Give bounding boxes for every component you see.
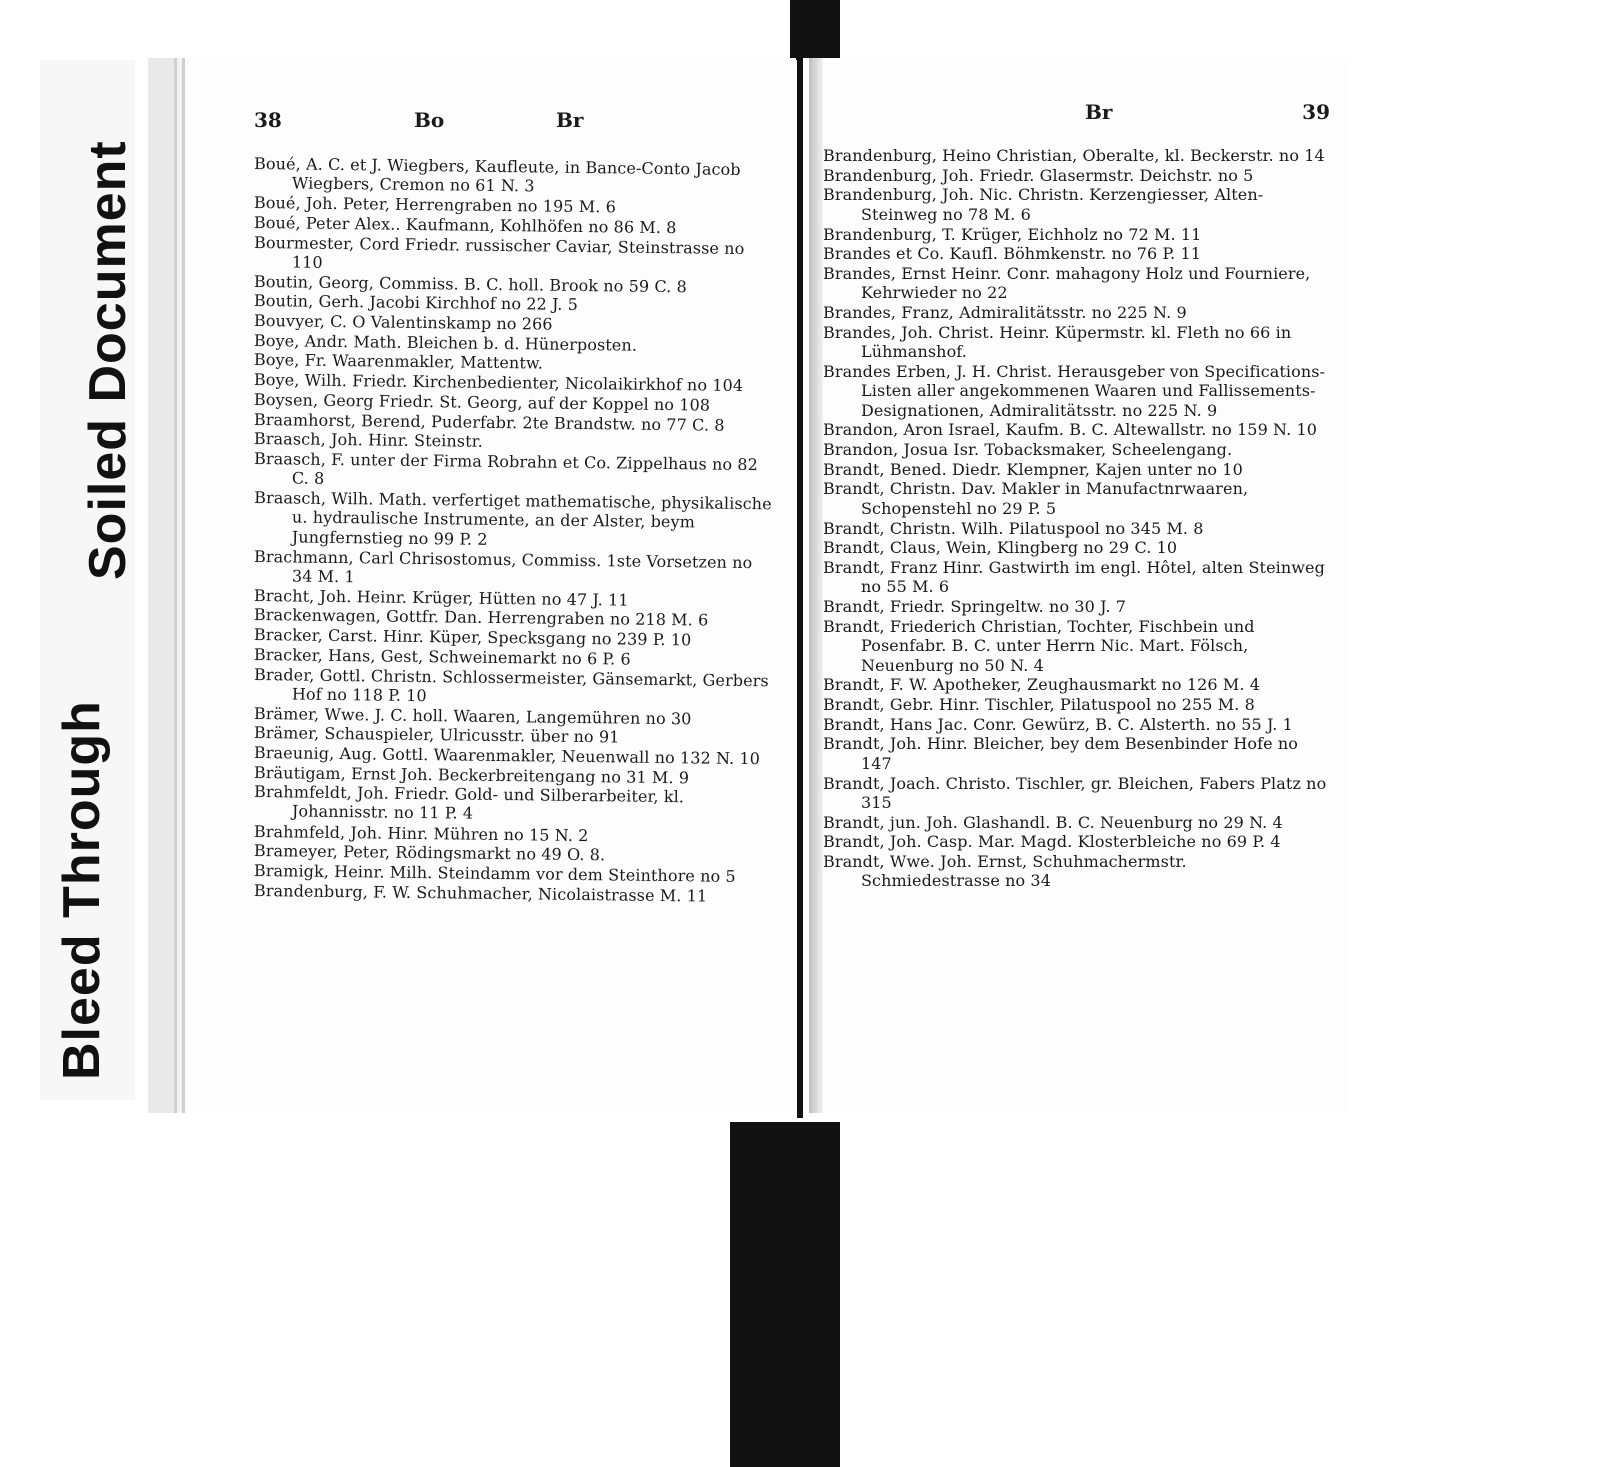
directory-entry: Brandt, Joh. Hinr. Bleicher, bey dem Besenbinder Hofe no 147 — [823, 734, 1299, 773]
directory-entry: Brandt, Christn. Dav. Makler in Manufactnrwaaren, Schopenstehl no 29 P. 5 — [823, 479, 1249, 518]
directory-entry: Brandt, Claus, Wein, Klingberg no 29 C. 10 — [823, 538, 1178, 558]
directory-entry: Brandon, Aron Israel, Kaufm. B. C. Altewallstr. no 159 N. 10 — [823, 420, 1318, 440]
directory-entry: Boué, Joh. Peter, Herrengraben no 195 M. 6 — [253, 193, 617, 217]
open-book — [148, 58, 1343, 1118]
directory-entry: Boué, A. C. et J. Wiegbers, Kaufleute, in Bance-Conto Jacob Wiegbers, Cremon no 61 N. 3 — [254, 154, 741, 196]
directory-entry: Brandt, jun. Joh. Glashandl. B. C. Neuenburg no 29 N. 4 — [823, 812, 1283, 832]
directory-entry: Brandt, Joh. Casp. Mar. Magd. Klosterbleiche no 69 P. 4 — [823, 832, 1281, 852]
top-binding-tab — [790, 0, 840, 60]
directory-entry: Bourmester, Cord Friedr. russischer Caviar, Steinstrasse no 110 — [254, 232, 745, 272]
directory-entry: Brandt, Friederich Christian, Tochter, Fischbein und Posenfabr. B. C. unter Herrn Nic. Mart. Fölsch, Neuenburg no 50 N. 4 — [823, 616, 1255, 675]
directory-entry: Brandes, Franz, Admiralitätsstr. no 225 N. 9 — [823, 303, 1187, 323]
right-page — [803, 58, 1348, 1113]
right-page-header — [823, 100, 1330, 146]
directory-entry: Bracker, Hans, Gest, Schweinemarkt no 6 P. 6 — [253, 644, 631, 669]
directory-entry: Boutin, Georg, Commiss. B. C. holl. Brook no 59 C. 8 — [253, 271, 687, 296]
directory-entry: Brandenburg, Joh. Friedr. Glasermstr. Deichstr. no 5 — [823, 165, 1254, 185]
directory-entry: Bräutigam, Ernst Joh. Beckerbreitengang no 31 M. 9 — [253, 762, 690, 788]
directory-entry: Brackenwagen, Gottfr. Dan. Herrengraben no 218 M. 6 — [253, 605, 709, 630]
directory-entry: Brandes et Co. Kaufl. Böhmkenstr. no 76 P. 11 — [823, 244, 1202, 264]
directory-entry: Brandes, Ernst Heinr. Conr. mahagony Holz und Fourniere, Kehrwieder no 22 — [823, 263, 1311, 303]
directory-entry: Brachmann, Carl Chrisostomus, Commiss. 1ste Vorsetzen no 34 M. 1 — [254, 546, 753, 587]
directory-entry: Bracht, Joh. Heinr. Krüger, Hütten no 47 J. 11 — [253, 585, 629, 610]
directory-entry: Brandt, F. W. Apotheker, Zeughausmarkt no 126 M. 4 — [823, 675, 1260, 695]
soiled-document-label: Soiled Document — [79, 140, 137, 580]
directory-entry: Brandenburg, F. W. Schuhmacher, Nicolaistrasse M. 11 — [253, 880, 708, 906]
directory-entry: Brandt, Gebr. Hinr. Tischler, Pilatuspool no 255 M. 8 — [823, 695, 1255, 715]
directory-entry: Brandt, Friedr. Springeltw. no 30 J. 7 — [823, 597, 1127, 617]
directory-entry: Brameyer, Peter, Rödingsmarkt no 49 O. 8. — [253, 841, 606, 865]
directory-entry: Boye, Fr. Waarenmakler, Mattentw. — [253, 350, 544, 373]
spine-shadow — [809, 58, 823, 1113]
directory-entry: Brandenburg, T. Krüger, Eichholz no 72 M. 11 — [823, 224, 1202, 244]
directory-entry: Brandt, Christn. Wilh. Pilatuspool no 345 M. 8 — [823, 518, 1204, 538]
directory-entry: Brandt, Wwe. Joh. Ernst, Schuhmachermstr. Schmiedestrasse no 34 — [823, 852, 1187, 891]
bleed-through-label: Bleed Through — [53, 700, 111, 1080]
bottom-binding-tab — [730, 1122, 840, 1467]
directory-entry: Brahmfeldt, Joh. Friedr. Gold- und Silberarbeiter, kl. Johannisstr. no 11 P. 4 — [254, 782, 685, 824]
directory-entry: Boué, Peter Alex.. Kaufmann, Kohlhöfen no 86 M. 8 — [253, 212, 677, 237]
directory-entry: Brandenburg, Heino Christian, Oberalte, kl. Beckerstr. no 14 — [823, 146, 1325, 165]
directory-entry: Boye, Wilh. Friedr. Kirchenbedienter, Nicolaikirkhof no 104 — [253, 370, 744, 396]
directory-entry: Brämer, Wwe. J. C. holl. Waaren, Langemühren no 30 — [253, 703, 692, 728]
directory-entry: Bramigk, Heinr. Milh. Steindamm vor dem Steinthore no 5 — [253, 860, 736, 886]
directory-entry: Brandes Erben, J. H. Christ. Herausgeber von Specifications-Listen aller angekommenen Waaren und Fallissements-Designationen, Admiralitätsstr. no 225 N. 9 — [823, 361, 1326, 420]
directory-entry: Brandenburg, Joh. Nic. Christn. Kerzengiesser, Alten-Steinweg no 78 M. 6 — [823, 185, 1264, 224]
directory-entry: Brahmfeld, Joh. Hinr. Mühren no 15 N. 2 — [253, 821, 589, 845]
directory-entry: Brandt, Joach. Christo. Tischler, gr. Bleichen, Fabers Platz no 315 — [823, 773, 1327, 812]
directory-entry: Boutin, Gerh. Jacobi Kirchhof no 22 J. 5 — [253, 291, 579, 315]
directory-entry: Brandt, Franz Hinr. Gastwirth im engl. Hôtel, alten Steinweg no 55 M. 6 — [823, 557, 1325, 597]
right-entry-list — [823, 146, 1330, 891]
directory-entry: Braeunig, Aug. Gottl. Waarenmakler, Neuenwall no 132 N. 10 — [253, 743, 761, 769]
left-header-bo: Bo — [414, 108, 445, 132]
left-header-br: Br — [556, 108, 584, 132]
directory-entry: Brandt, Bened. Diedr. Klempner, Kajen unter no 10 — [823, 459, 1243, 479]
right-page-number: 39 — [1302, 100, 1330, 124]
left-entry-list — [253, 154, 776, 906]
left-page-number: 38 — [254, 108, 282, 132]
directory-entry: Brandes, Joh. Christ. Heinr. Küpermstr. kl. Fleth no 66 in Lühmanshof. — [823, 322, 1292, 362]
directory-entry: Boysen, Georg Friedr. St. Georg, auf der Koppel no 108 — [253, 389, 711, 415]
directory-entry: Brandon, Josua Isr. Tobacksmaker, Scheelengang. — [823, 440, 1233, 460]
directory-entry: Brandt, Hans Jac. Conr. Gewürz, B. C. Alsterth. no 55 J. 1 — [823, 714, 1293, 734]
left-page — [148, 58, 796, 1113]
directory-entry: Braasch, Wilh. Math. verfertiget mathematische, physikalische u. hydraulische Instrumente, an der Alster, beym Jungfernstieg no 99 P. 2 — [254, 488, 772, 549]
directory-entry: Braasch, F. unter der Firma Robrahn et Co. Zippelhaus no 82 C. 8 — [254, 448, 759, 489]
directory-entry: Braasch, Joh. Hinr. Steinstr. — [253, 429, 484, 452]
right-header-br: Br — [1085, 100, 1113, 124]
directory-entry: Bouvyer, C. O Valentinskamp no 266 — [253, 311, 553, 334]
directory-entry: Brader, Gottl. Christn. Schlossermeister, Gänsemarkt, Gerbers Hof no 118 P. 10 — [254, 664, 769, 706]
directory-entry: Boye, Andr. Math. Bleichen b. d. Hünerposten. — [253, 330, 638, 355]
directory-entry: Bracker, Carst. Hinr. Küper, Specksgang no 239 P. 10 — [253, 625, 692, 650]
directory-entry: Brämer, Schauspieler, Ulricusstr. über no 91 — [253, 723, 620, 747]
directory-entry: Braamhorst, Berend, Puderfabr. 2te Brandstw. no 77 C. 8 — [253, 409, 725, 435]
left-page-header — [254, 108, 776, 154]
